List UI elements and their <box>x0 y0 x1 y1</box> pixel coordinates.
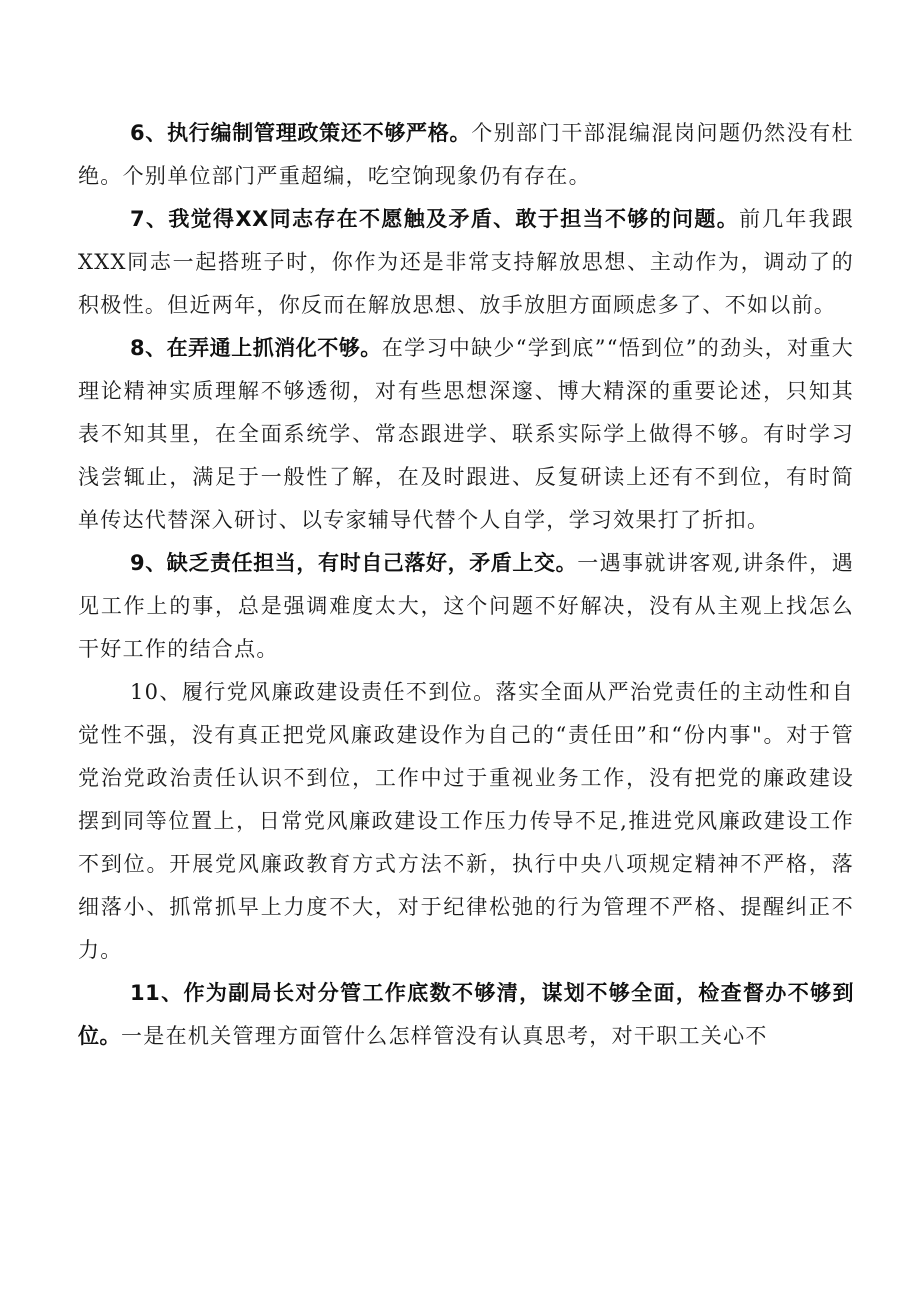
paragraph-7 <box>78 198 854 327</box>
paragraph-heading: 6、执行编制管理政策还不够严格。 <box>130 121 472 145</box>
paragraph-text: 前几年我跟XXX同志一起搭班子时，你作为还是非常支持解放思想、主动作为，调动了的积极性。但近两年，你反而在解放思想、放手放胆方面顾虑多了、不如以前。 <box>78 207 854 317</box>
paragraph-text: 一遇事就讲客观,讲条件，遇见工作上的事，总是强调难度太大，这个问题不好解决，没有从主观上找怎么干好工作的结合点。 <box>78 551 854 661</box>
paragraph-heading: 11、作为副局长对分管工作底数不够清，谋划不够全面，检查督办不够到位。 <box>78 981 854 1048</box>
paragraph-heading: 8、在弄通上抓消化不够。 <box>130 336 382 360</box>
paragraph-8 <box>78 327 854 542</box>
paragraph-text: 一是在机关管理方面管什么怎样管没有认真思考，对干职工关心不 <box>121 1024 768 1048</box>
paragraph-heading: 9、缺乏责任担当，有时自己落好，矛盾上交。 <box>130 551 578 575</box>
paragraph-6 <box>78 112 854 198</box>
paragraph-text: 个别部门干部混编混岗问题仍然没有杜绝。个别单位部门严重超编，吃空饷现象仍有存在。 <box>78 121 854 188</box>
paragraph-text: 在学习中缺少“学到底”“悟到位”的劲头，对重大理论精神实质理解不够透彻，对有些思想深邃、博大精深的重要论述，只知其表不知其里，在全面系统学、常态跟进学、联系实际学上做得不够。有时学习浅尝辄止，满足于一般性了解，在及时跟进、反复研读上还有不到位，有时简单传达代替深入研讨、以专家辅导代替个人自学，学习效果打了折扣。 <box>78 336 854 532</box>
paragraph-9 <box>78 542 854 671</box>
paragraph-text: 10、履行党风廉政建设责任不到位。落实全面从严治党责任的主动性和自觉性不强，没有真正把党风廉政建设作为自己的“责任田”和“份内事"。对于管党治党政治责任认识不到位，工作中过于重视业务工作，没有把党的廉政建设摆到同等位置上，日常党风廉政建设工作压力传导不足,推进党风廉政建设工作不到位。开展党风廉政教育方式方法不新，执行中央八项规定精神不严格，落细落小、抓常抓早上力度不大，对于纪律松弛的行为管理不严格、提醒纠正不力。 <box>78 680 854 962</box>
paragraph-heading: 7、我觉得XX同志存在不愿触及矛盾、敢于担当不够的问题。 <box>130 207 740 231</box>
paragraph-11 <box>78 972 854 1058</box>
document-body <box>78 112 854 1058</box>
paragraph-10 <box>78 671 854 972</box>
